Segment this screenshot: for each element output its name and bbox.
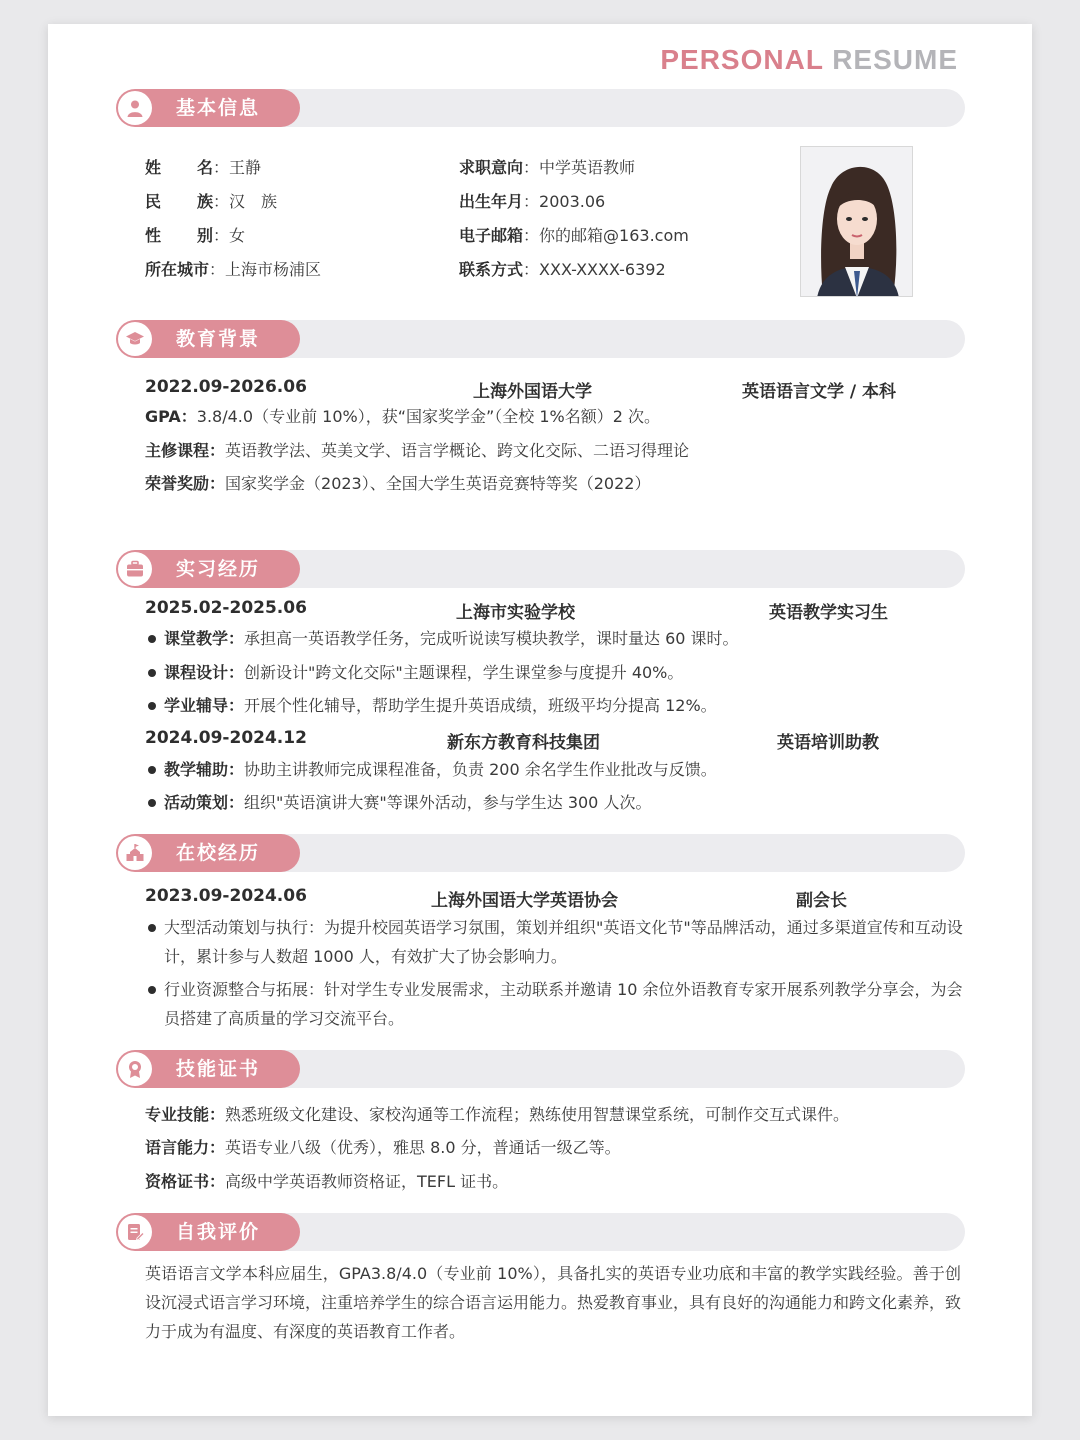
list-item: 课程设计：创新设计"跨文化交际"主题课程，学生课堂参与度提升 40%。 xyxy=(146,658,966,687)
section-header-internship xyxy=(116,550,965,588)
skills-language: 语言能力：英语专业八级（优秀），雅思 8.0 分，普通话一级乙等。 xyxy=(145,1138,621,1157)
education-courses: 主修课程：英语教学法、英美文学、语言学概论、跨文化交际、二语习得理论 xyxy=(145,441,690,460)
education-head xyxy=(145,377,925,401)
education-period: 2022.09-2026.06 xyxy=(145,377,307,397)
user-icon xyxy=(118,91,152,125)
education-gpa: GPA：3.8/4.0（专业前 10%），获“国家奖学金”（全校 1%名额）2 次。 xyxy=(145,407,661,426)
award-icon xyxy=(118,1052,152,1086)
self-evaluation-text: 英语语言文学本科应届生，GPA3.8/4.0（专业前 10%），具备扎实的英语专业功底和丰富的教学实践经验。善于创设沉浸式语言学习环境，注重培养学生的综合语言运用能力。热爱教育事业，具有良好的沟通能力和跨文化素养，致力于成为有温度、有深度的英语教育工作者。 xyxy=(145,1264,962,1341)
section-header-basic-info xyxy=(116,89,965,127)
education-school: 上海外国语大学 xyxy=(473,382,592,402)
list-item: 行业资源整合与拓展：针对学生专业发展需求，主动联系并邀请 10 余位外语教育专家开展系列教学分享会，为会员搭建了高质量的学习交流平台。 xyxy=(146,975,966,1033)
internship-2-head: 2024.09-2024.12 新东方教育科技集团 英语培训助教 xyxy=(145,728,879,753)
section-title: 实习经历 xyxy=(176,558,261,580)
section-header-education xyxy=(116,320,965,358)
education-major: 英语语言文学 / 本科 xyxy=(742,382,897,402)
info-job-intention: 求职意向：中学英语教师 xyxy=(459,158,636,177)
skills-certificate: 资格证书：高级中学英语教师资格证，TEFL 证书。 xyxy=(145,1172,509,1191)
campus-head: 2023.09-2024.06 上海外国语大学英语协会 副会长 xyxy=(145,886,847,911)
document-edit-icon xyxy=(118,1215,152,1249)
section-header-self-evaluation xyxy=(116,1213,965,1251)
profile-photo xyxy=(800,146,913,297)
list-item: 大型活动策划与执行：为提升校园英语学习氛围，策划并组织"英语文化节"等品牌活动，通过多渠道宣传和互动设计，累计参与人数超 1000 人，有效扩大了协会影响力。 xyxy=(146,913,966,971)
school-building-icon xyxy=(118,836,152,870)
section-title: 教育背景 xyxy=(176,328,261,350)
list-item: 活动策划：组织"英语演讲大赛"等课外活动，参与学生达 300 人次。 xyxy=(146,788,966,817)
internship-1-head: 2025.02-2025.06 上海市实验学校 英语教学实习生 xyxy=(145,598,888,623)
info-birth: 出生年月：2003.06 xyxy=(459,192,606,211)
info-city: 所在城市：上海市杨浦区 xyxy=(145,260,322,279)
section-title: 自我评价 xyxy=(176,1221,261,1243)
info-name: 姓 名 ：王静 xyxy=(145,158,262,177)
briefcase-icon xyxy=(118,552,152,586)
graduation-cap-icon xyxy=(118,322,152,356)
list-item: 课堂教学：承担高一英语教学任务，完成听说读写模块教学，课时量达 60 课时。 xyxy=(146,624,966,653)
section-header-campus xyxy=(116,834,965,872)
education-honors: 荣誉奖励：国家奖学金（2023）、全国大学生英语竞赛特等奖（2022） xyxy=(145,474,651,493)
list-item: 教学辅助：协助主讲教师完成课程准备，负责 200 余名学生作业批改与反馈。 xyxy=(146,755,966,784)
info-gender: 性 别 ：女 xyxy=(145,226,246,245)
section-title: 基本信息 xyxy=(176,97,261,119)
skills-professional: 专业技能：熟悉班级文化建设、家校沟通等工作流程；熟练使用智慧课堂系统，可制作交互式课件。 xyxy=(145,1105,850,1124)
resume-page xyxy=(48,24,1032,1416)
info-phone: 联系方式：XXX-XXXX-6392 xyxy=(459,260,666,279)
section-title: 在校经历 xyxy=(176,842,261,864)
info-ethnicity: 民 族 ：汉 族 xyxy=(145,192,278,211)
info-email: 电子邮箱：你的邮箱@163.com xyxy=(459,226,689,245)
section-title: 技能证书 xyxy=(176,1058,261,1080)
resume-title: PERSONAL RESUME xyxy=(660,44,958,75)
section-header-skills xyxy=(116,1050,965,1088)
list-item: 学业辅导：开展个性化辅导，帮助学生提升英语成绩，班级平均分提高 12%。 xyxy=(146,691,966,720)
